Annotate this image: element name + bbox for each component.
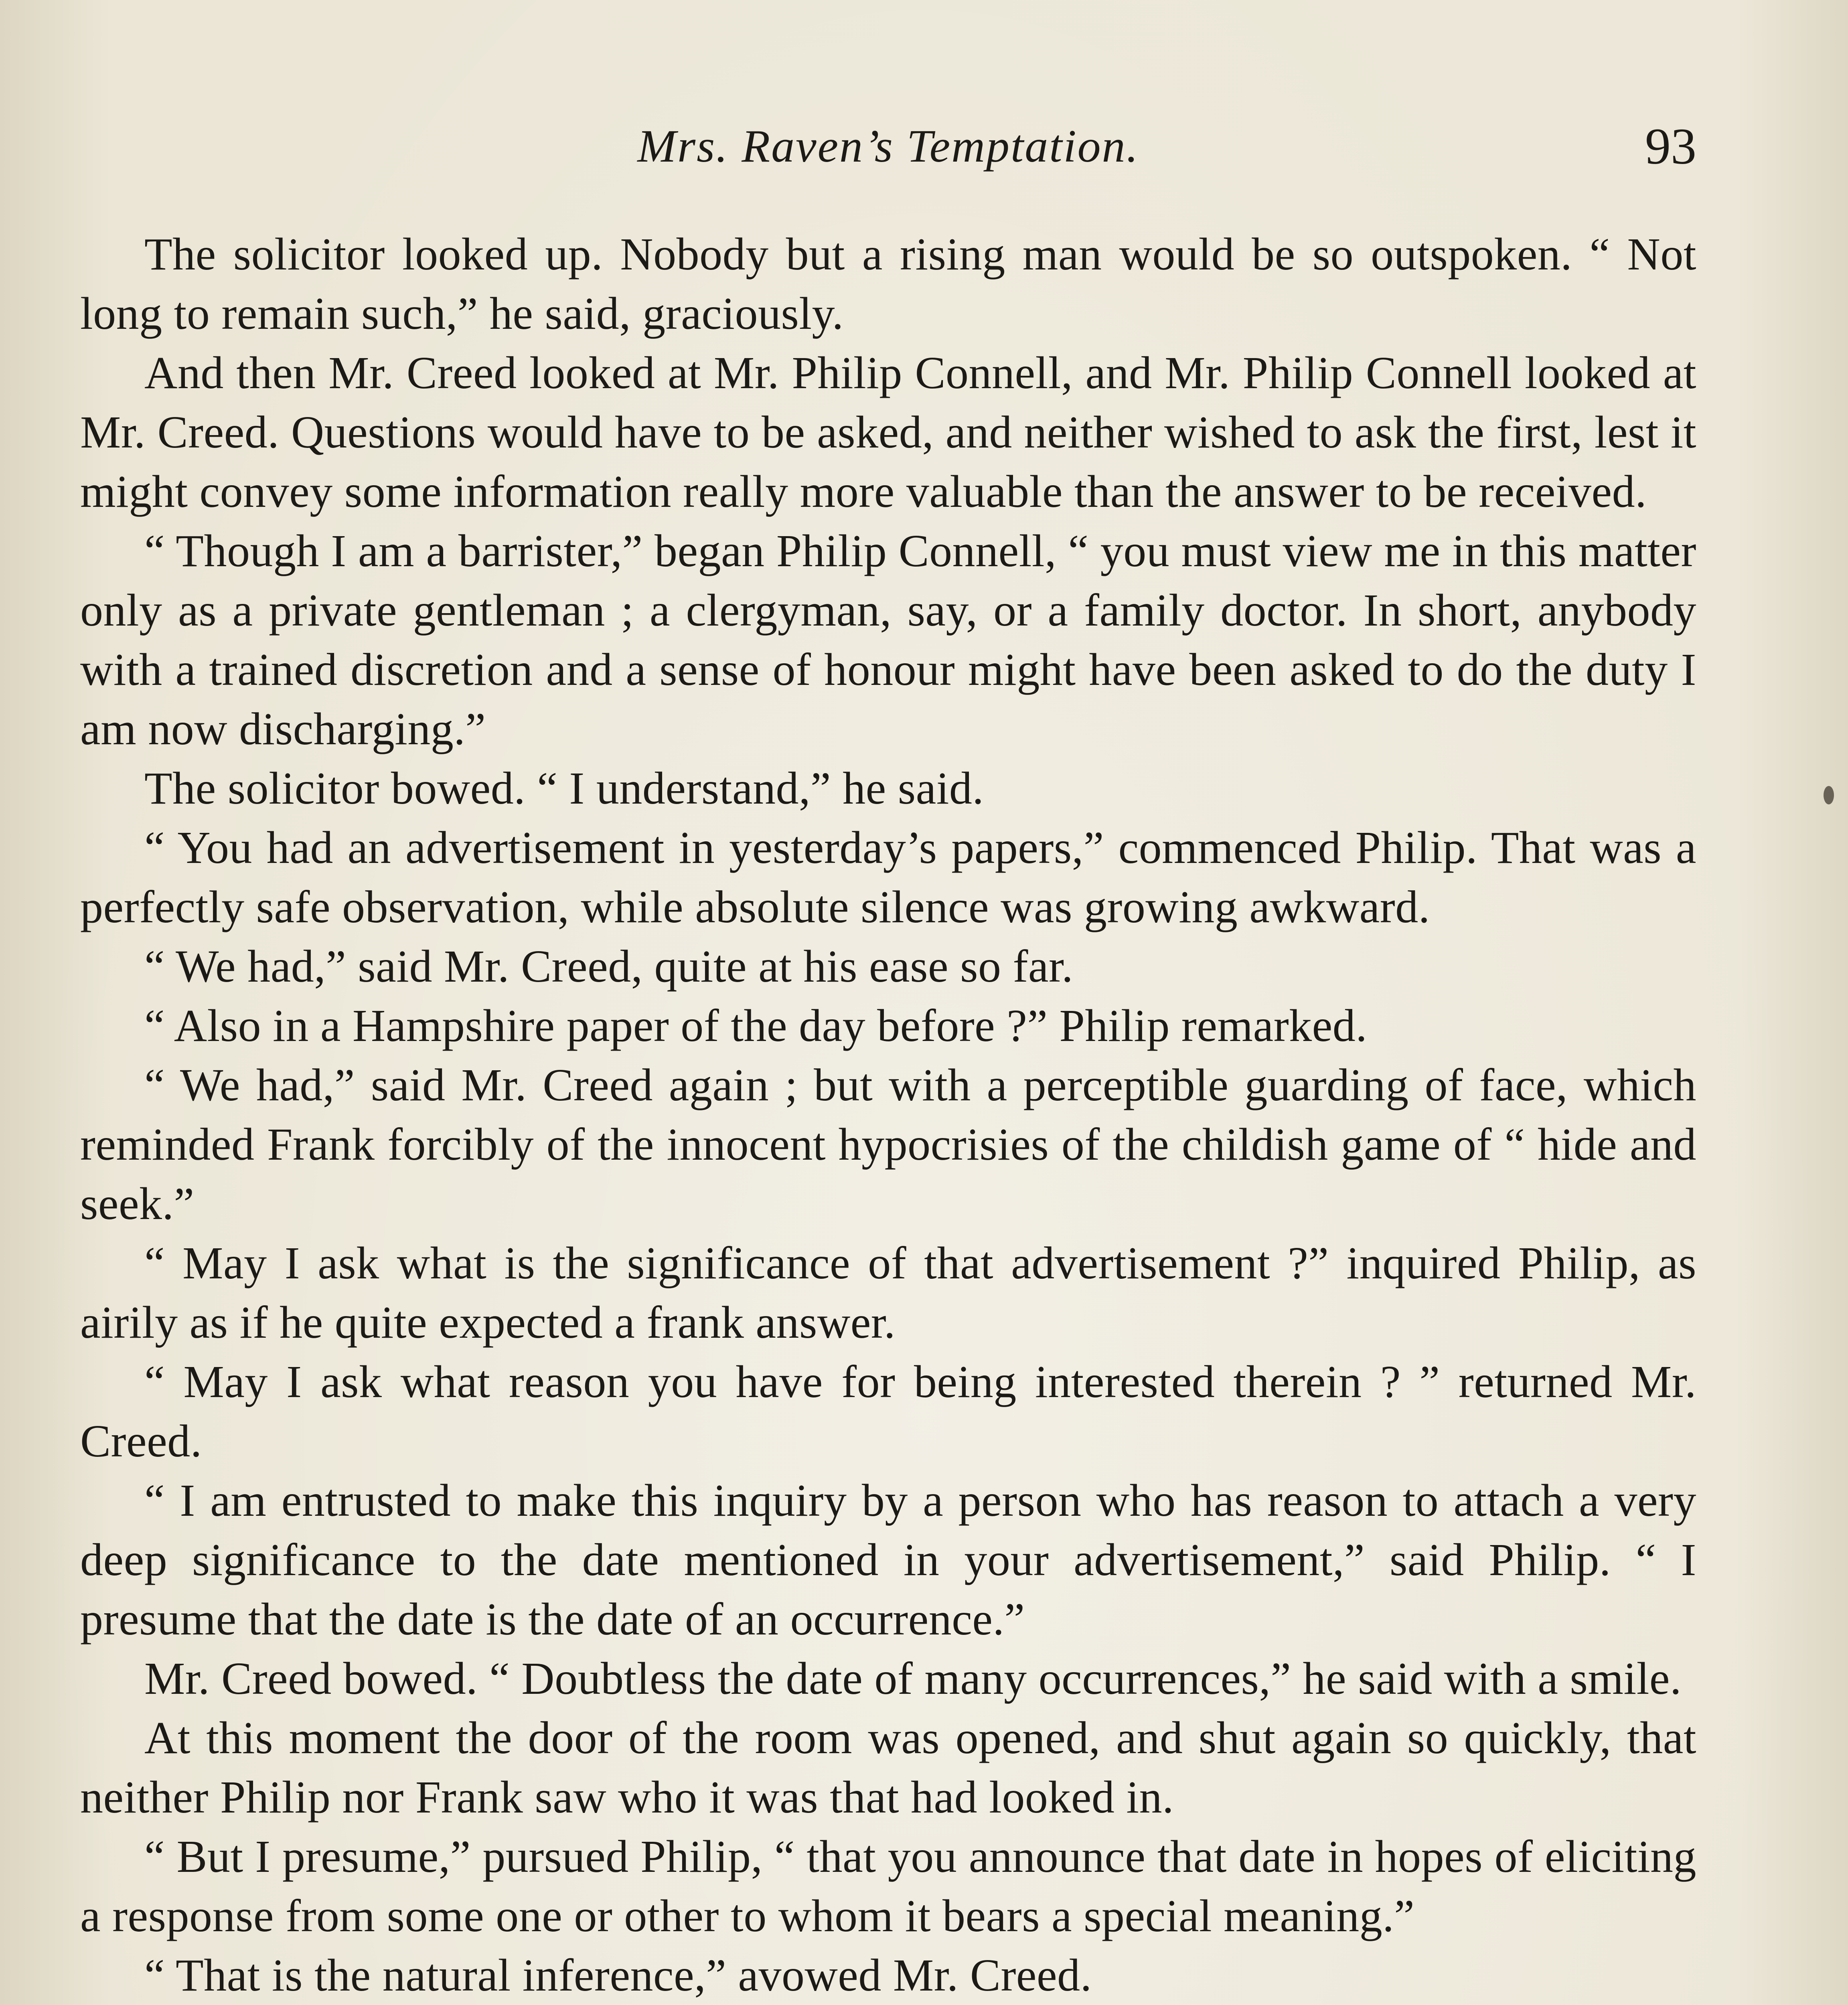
paragraph: “ Though I am a barrister,” began Philip Connell, “ you must view me in this matter only as a private gentleman ; a clergyman, say, or a family doctor. In short, anybody with a trained discretion and a sense of honour might have been asked to do the duty I am now discharging.” <box>80 525 1696 754</box>
page-number: 93 <box>1645 118 1696 175</box>
paragraph: “ We had,” said Mr. Creed again ; but with a perceptible guarding of face, which reminded Frank forcibly of the innocent hypocrisies of the childish game of “ hide and seek.” <box>80 1059 1696 1229</box>
paragraph: Mr. Creed bowed. “ Doubtless the date of many occurrences,” he said with a smile. <box>144 1653 1682 1704</box>
paragraph: The solicitor looked up. Nobody but a rising man would be so outspoken. “ Not long to remain such,” he said, graciously. <box>80 229 1696 339</box>
running-title: Mrs. Raven’s Temptation. <box>637 121 1139 172</box>
paragraph: At this moment the door of the room was opened, and shut again so quickly, that neither Philip nor Frank saw who it was that had looked in. <box>80 1712 1696 1823</box>
paragraph: “ But I presume,” pursued Philip, “ that you announce that date in hopes of eliciting a response from some one or other to whom it bears a special meaning.” <box>80 1831 1696 1941</box>
body-text <box>80 225 1696 2005</box>
paragraph: The solicitor bowed. “ I understand,” he said. <box>144 763 984 814</box>
paragraph: And then Mr. Creed looked at Mr. Philip Connell, and Mr. Philip Connell looked at Mr. Creed. Questions would have to be asked, and neither wished to ask the first, lest it might convey some information really more valuable than the answer to be received. <box>80 347 1696 517</box>
paragraph: “ You had an advertisement in yesterday’s papers,” commenced Philip. That was a perfectly safe observation, while absolute silence was growing awkward. <box>80 822 1696 932</box>
page-header <box>80 112 1696 180</box>
paragraph: “ May I ask what is the significance of that advertisement ?” inquired Philip, as airily as if he quite expected a frank answer. <box>80 1237 1696 1348</box>
paragraph: “ We had,” said Mr. Creed, quite at his ease so far. <box>144 941 1074 992</box>
paragraph: “ That is the natural inference,” avowed Mr. Creed. <box>144 1950 1092 2001</box>
paragraph: “ May I ask what reason you have for being interested therein ? ” returned Mr. Creed. <box>80 1356 1696 1466</box>
paragraph: “ I am entrusted to make this inquiry by a person who has reason to attach a very deep significance to the date mentioned in your advertisement,” said Philip. “ I presume that the date is the date of an occurrence.” <box>80 1475 1696 1645</box>
paragraph: “ Also in a Hampshire paper of the day before ?” Philip remarked. <box>144 1000 1368 1051</box>
ink-speck <box>1824 786 1834 804</box>
